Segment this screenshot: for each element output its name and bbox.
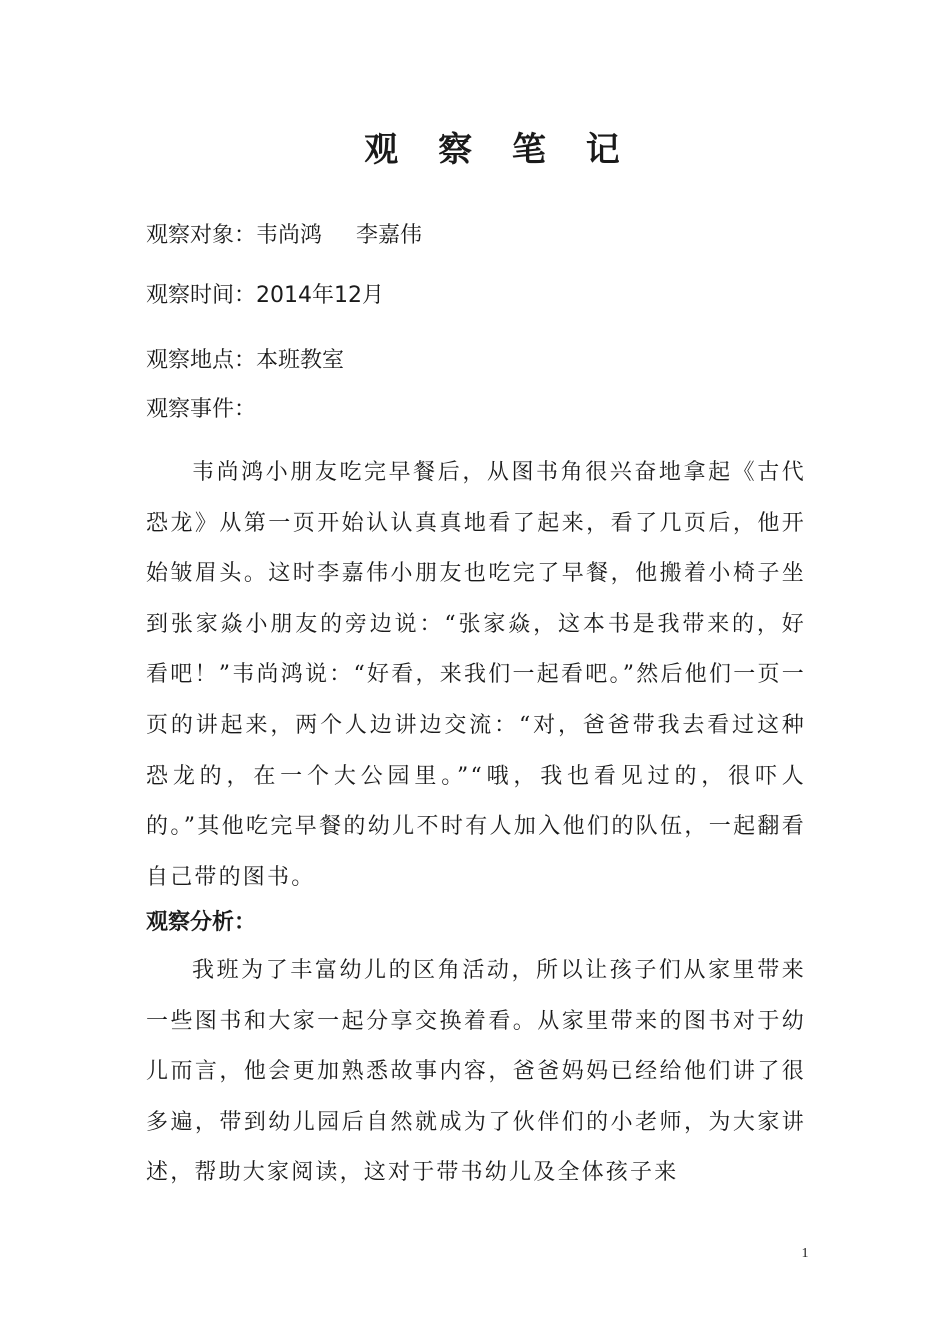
place-label: 观察地点： [146,348,257,373]
time-year: 2014 [256,283,313,308]
time-line [146,281,384,311]
analysis-heading: 观察分析： [146,909,257,935]
event-label: 观察事件： [146,397,257,422]
subject-line [146,221,422,251]
document-title: 观 察 笔 记 [364,130,634,170]
subject-label: 观察对象： [146,223,257,248]
page-number: 1 [801,1246,809,1261]
place-value: 本班教室 [256,348,345,373]
analysis-paragraph: 我班为了丰富幼儿的区角活动，所以让孩子们从家里带来一些图书和大家一起分享交换着看。从家里带来的图书对于幼儿而言，他会更加熟悉故事内容，爸爸妈妈已经给他们讲了很多遍，带到幼儿园后自然就成为了伙伴们的小老师，为大家讲述，帮助大家阅读，这对于带书幼儿及全体孩子来 [146,958,806,1186]
time-label: 观察时间： [146,283,257,308]
event-paragraph: 韦尚鸿小朋友吃完早餐后，从图书角很兴奋地拿起《古代恐龙》从第一页开始认认真真地看了起来，看了几页后，他开始皱眉头。这时李嘉伟小朋友也吃完了早餐，他搬着小椅子坐到张家焱小朋友的旁边说：“张家焱，这本书是我带来的，好看吧！”韦尚鸿说：“好看，来我们一起看吧。”然后他们一页一页的讲起来，两个人边讲边交流：“对，爸爸带我去看过这种恐龙的，在一个大公园里。”“哦，我也看见过的，很吓人的。”其他吃完早餐的幼儿不时有人加入他们的队伍，一起翻看自己带的图书。 [146,460,806,890]
place-line [146,346,344,376]
time-year-unit: 年 [312,283,335,308]
time-month: 12 [334,283,363,308]
subject-name-1: 韦尚鸿 [256,223,323,248]
time-month-unit: 月 [362,283,385,308]
subject-name-2: 李嘉伟 [356,223,423,248]
